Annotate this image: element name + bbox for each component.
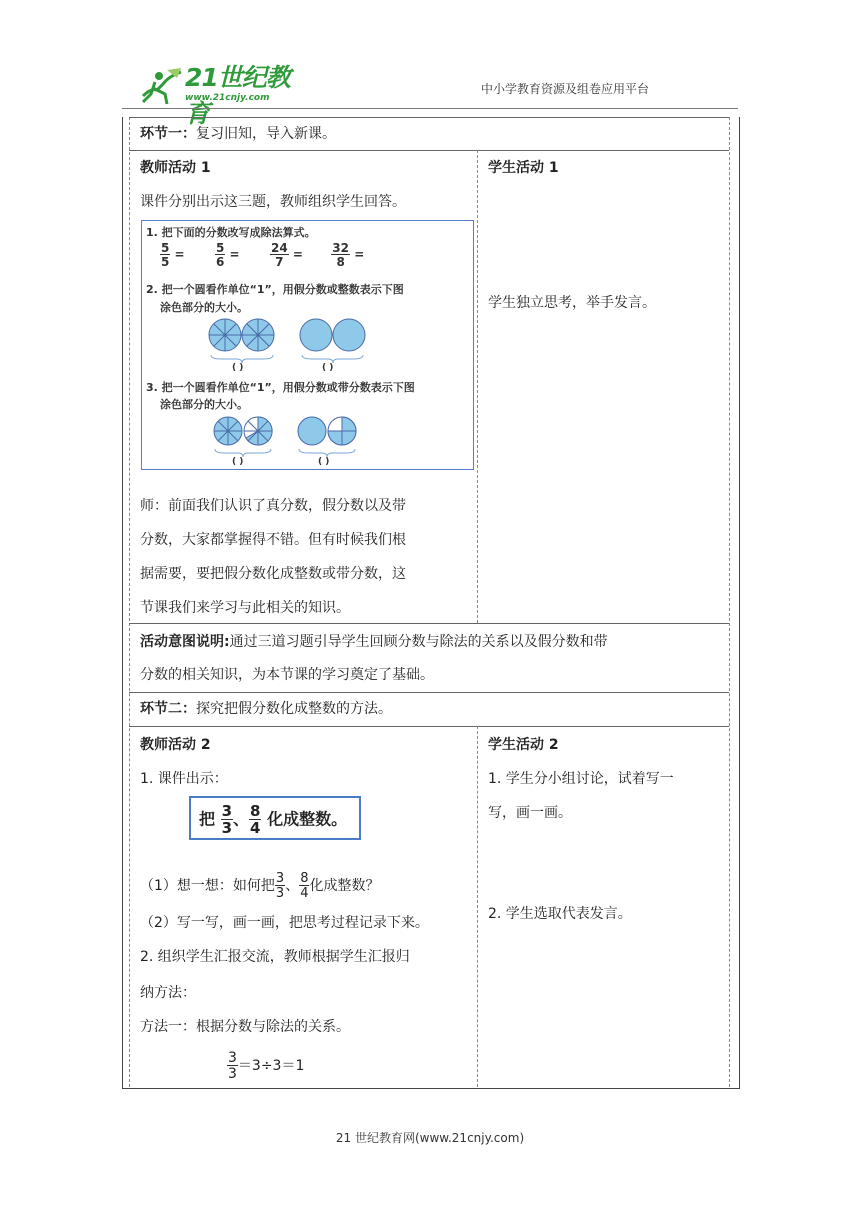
- fraction: $\frac{5}{6}$: [215, 241, 225, 269]
- logo-url: www.21cnjy.com: [185, 93, 270, 103]
- q2-circles-diagram: [207, 317, 367, 371]
- fraction: $\frac{32}{8}$: [332, 241, 349, 269]
- fraction: $\frac{3}{3}$: [221, 802, 233, 837]
- table-inner-right-border: [729, 117, 730, 1087]
- runner-logo-icon: [137, 66, 185, 106]
- student-activity-2-title: 学生活动 2: [488, 737, 559, 753]
- teacher-activity-2-item2-line2: 纳方法：: [140, 985, 196, 1001]
- platform-title: 中小学教育资源及组卷应用平台: [480, 82, 649, 96]
- student-activity-2-item2: 2. 学生选取代表发言。: [488, 906, 632, 922]
- teacher-activity-2-item1: 1. 课件出示：: [140, 771, 228, 787]
- exercise-q3-line1: 3. 把一个圆看作单位“1”，用假分数或带分数表示下图: [146, 381, 415, 394]
- fraction: $\frac{8}{4}$: [250, 802, 261, 837]
- page-footer: 21 世纪教育网(www.21cnjy.com): [335, 1131, 525, 1145]
- q3-answer-blank: ( ): [318, 457, 330, 467]
- teacher-activity-2-method1: 方法一：根据分数与除法的关系。: [140, 1019, 350, 1035]
- row-divider: [129, 150, 729, 151]
- teacher-activity-2-q1: （1）想一想：如何把 $\frac{3}{3}$ 、 $\frac{8}{4}$ 化成整数？: [140, 871, 380, 901]
- fraction: $\frac{5}{5}$: [161, 241, 170, 269]
- section2-heading: [140, 699, 392, 719]
- teacher-activity-2-q2: （2）写一写，画一画，把思考过程记录下来。: [140, 915, 429, 931]
- fraction: $\frac{24}{7}$: [270, 241, 288, 269]
- section2-label: 环节二：: [140, 701, 196, 717]
- section1-heading: [140, 124, 336, 144]
- q2-answer-blank: ( ): [322, 363, 334, 373]
- teacher-activity-2-equation: $\frac{3}{3}$ ＝3÷3＝1: [228, 1050, 305, 1082]
- row-divider: [129, 117, 729, 118]
- exercise-q2-line1: 2. 把一个圆看作单位“1”，用假分数或整数表示下图: [146, 283, 404, 296]
- exercise-q2-line2: 涂色部分的大小。: [160, 301, 248, 314]
- table-inner-left-border: [129, 117, 130, 1087]
- activity-intent-line1: 活动意图说明:通过三道习题引导学生回顾分数与除法的关系以及假分数和带: [140, 634, 608, 650]
- header-divider: [122, 108, 738, 109]
- exercise-q1-fractions: $\frac{5}{5}$ = $\frac{5}{6}$ = $\frac{24}{7}$ = $\frac{32}{8}$ =: [161, 241, 365, 269]
- teacher-activity-1-intro: 课件分别出示这三题，教师组织学生回答。: [140, 194, 406, 210]
- courseware-box-text: 把 $\frac{3}{3}$ 、 $\frac{8}{4}$ 化成整数。: [199, 802, 348, 837]
- fraction: $\frac{3}{3}$: [275, 871, 285, 901]
- activity-intent-label: 活动意图说明:: [140, 634, 230, 650]
- exercise-figure: [141, 220, 474, 470]
- row-divider: [129, 692, 729, 693]
- teacher-activity-2-title: 教师活动 2: [140, 737, 211, 753]
- logo: [135, 62, 310, 128]
- fraction: $\frac{3}{3}$: [228, 1050, 237, 1082]
- column-divider: [477, 150, 478, 623]
- teacher-activity-1-title: 教师活动 1: [140, 160, 211, 176]
- section2-title: 探究把假分数化成整数的方法。: [196, 701, 392, 717]
- exercise-q1: 1. 把下面的分数改写成除法算式。: [146, 226, 316, 239]
- teacher-activity-1-paragraph: 师：前面我们认识了真分数，假分数以及带 分数，大家都掌握得不错。但有时候我们根 据需要，要把假分数化成整数或带分数，这 节课我们来学习与此相关的知识。: [140, 498, 406, 616]
- row-divider: [129, 726, 729, 727]
- student-activity-2-item1-line1: 1. 学生分小组讨论，试着写一: [488, 771, 674, 787]
- courseware-box: [189, 796, 361, 840]
- section1-title: 复习旧知，导入新课。: [196, 126, 336, 142]
- activity-intent-line2: 分数的相关知识，为本节课的学习奠定了基础。: [140, 667, 434, 683]
- student-activity-1-title: 学生活动 1: [488, 160, 559, 176]
- column-divider: [477, 726, 478, 1087]
- student-activity-2-item1-line2: 写，画一画。: [488, 805, 572, 821]
- page-header: [135, 60, 735, 128]
- exercise-q3-line2: 涂色部分的大小。: [160, 398, 248, 411]
- q3-answer-blank: ( ): [232, 457, 244, 467]
- student-activity-1-text: 学生独立思考，举手发言。: [488, 295, 656, 311]
- q2-answer-blank: ( ): [232, 363, 244, 373]
- teacher-activity-2-item2-line1: 2. 组织学生汇报交流，教师根据学生汇报归: [140, 949, 410, 965]
- fraction: $\frac{8}{4}$: [300, 871, 309, 901]
- logo-text: 21世纪教育: [185, 63, 290, 128]
- section1-label: 环节一：: [140, 126, 196, 142]
